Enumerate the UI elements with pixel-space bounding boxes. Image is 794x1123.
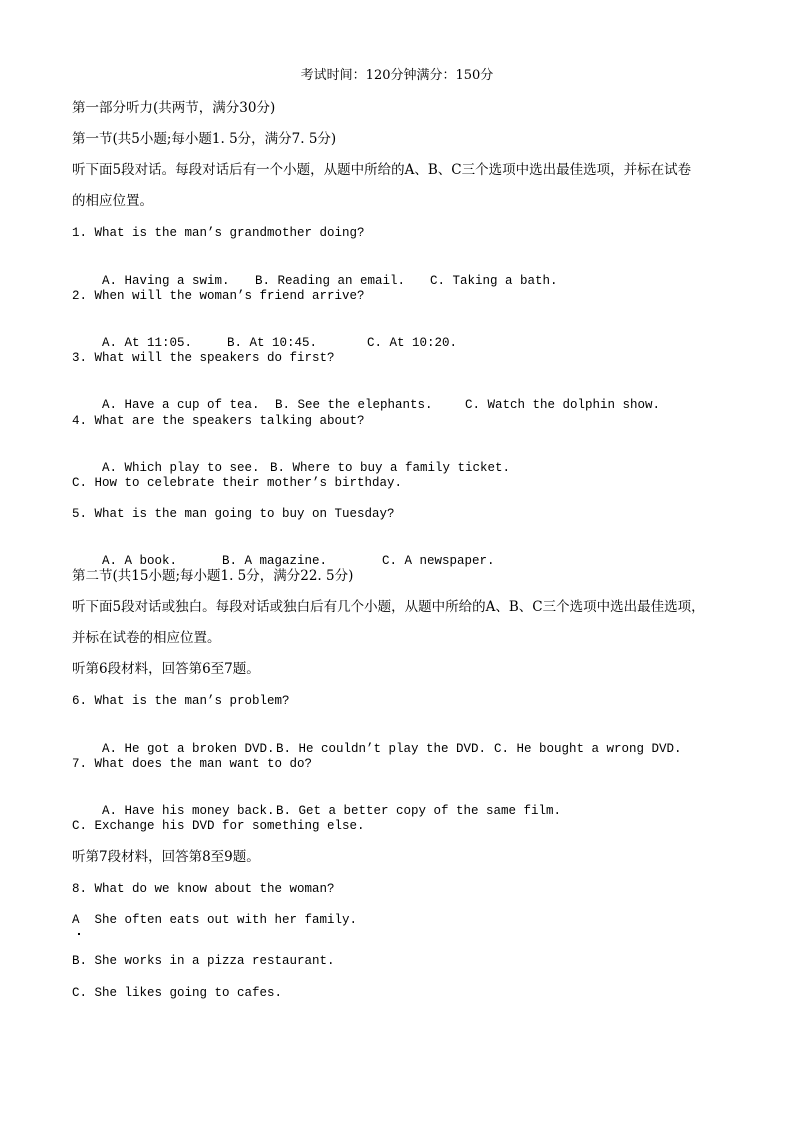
- material-7-heading: 听第7段材料，回答第8至9题。: [72, 849, 260, 865]
- section1-title: 第一节(共5小题;每小题1. 5分，满分7. 5分): [72, 131, 337, 147]
- q8-option-c: C. She likes going to cafes.: [72, 986, 283, 1000]
- q1-option-b: B. Reading an email.: [255, 274, 406, 288]
- question-1-stem: 1. What is the man’s grandmother doing?: [72, 226, 365, 240]
- section1-instruction-line1: 听下面5段对话。每段对话后有一个小题，从题中所给的A、B、C三个选项中选出最佳选项，并标在试卷: [72, 162, 692, 178]
- q7-option-a: A. Have his money back.: [102, 804, 275, 818]
- exam-info: 考试时间：120分钟满分：150分: [300, 68, 494, 83]
- question-7-stem: 7. What does the man want to do?: [72, 757, 313, 771]
- q4-option-c: C. How to celebrate their mother’s birthday.: [72, 476, 403, 490]
- q5-option-c: C. A newspaper.: [382, 554, 495, 568]
- question-6-stem: 6. What is the man’s problem?: [72, 694, 290, 708]
- q3-option-c: C. Watch the dolphin show.: [465, 398, 661, 412]
- material-6-heading: 听第6段材料，回答第6至7题。: [72, 661, 260, 677]
- q7-option-b: B. Get a better copy of the same film.: [276, 804, 562, 818]
- q2-option-a: A. At 11:05.: [102, 336, 193, 350]
- question-3-stem: 3. What will the speakers do first?: [72, 351, 335, 365]
- q5-option-b: B. A magazine.: [222, 554, 328, 568]
- q3-option-a: A. Have a cup of tea.: [102, 398, 260, 412]
- q8-option-a: A She often eats out with her family.: [72, 913, 358, 927]
- section2-title: 第二节(共15小题;每小题1. 5分，满分22. 5分): [72, 568, 354, 584]
- q7-option-c: C. Exchange his DVD for something else.: [72, 819, 365, 833]
- q6-option-c: C. He bought a wrong DVD.: [494, 742, 682, 756]
- question-2-stem: 2. When will the woman’s friend arrive?: [72, 289, 365, 303]
- question-5-stem: 5. What is the man going to buy on Tuesday?: [72, 507, 395, 521]
- part1-title: 第一部分听力(共两节，满分30分): [72, 100, 276, 116]
- q2-option-c: C. At 10:20.: [367, 336, 458, 350]
- question-4-stem: 4. What are the speakers talking about?: [72, 414, 365, 428]
- q6-option-b: B. He couldn’t play the DVD.: [276, 742, 487, 756]
- q6-option-a: A. He got a broken DVD.: [102, 742, 275, 756]
- question-8-stem: 8. What do we know about the woman?: [72, 882, 335, 896]
- section2-instruction-line1: 听下面5段对话或独白。每段对话或独白后有几个小题，从题中所给的A、B、C三个选项中选出最佳选项，: [72, 599, 705, 615]
- q5-option-a: A. A book.: [102, 554, 178, 568]
- q3-option-b: B. See the elephants.: [275, 398, 433, 412]
- q4-option-b: B. Where to buy a family ticket.: [270, 461, 511, 475]
- q8-option-b: B. She works in a pizza restaurant.: [72, 954, 335, 968]
- stray-mark: [78, 933, 80, 935]
- section2-instruction-line2: 并标在试卷的相应位置。: [72, 630, 221, 646]
- q1-option-c: C. Taking a bath.: [430, 274, 558, 288]
- q4-option-a: A. Which play to see.: [102, 461, 260, 475]
- q2-option-b: B. At 10:45.: [227, 336, 318, 350]
- q1-option-a: A. Having a swim.: [102, 274, 230, 288]
- section1-instruction-line2: 的相应位置。: [72, 193, 153, 209]
